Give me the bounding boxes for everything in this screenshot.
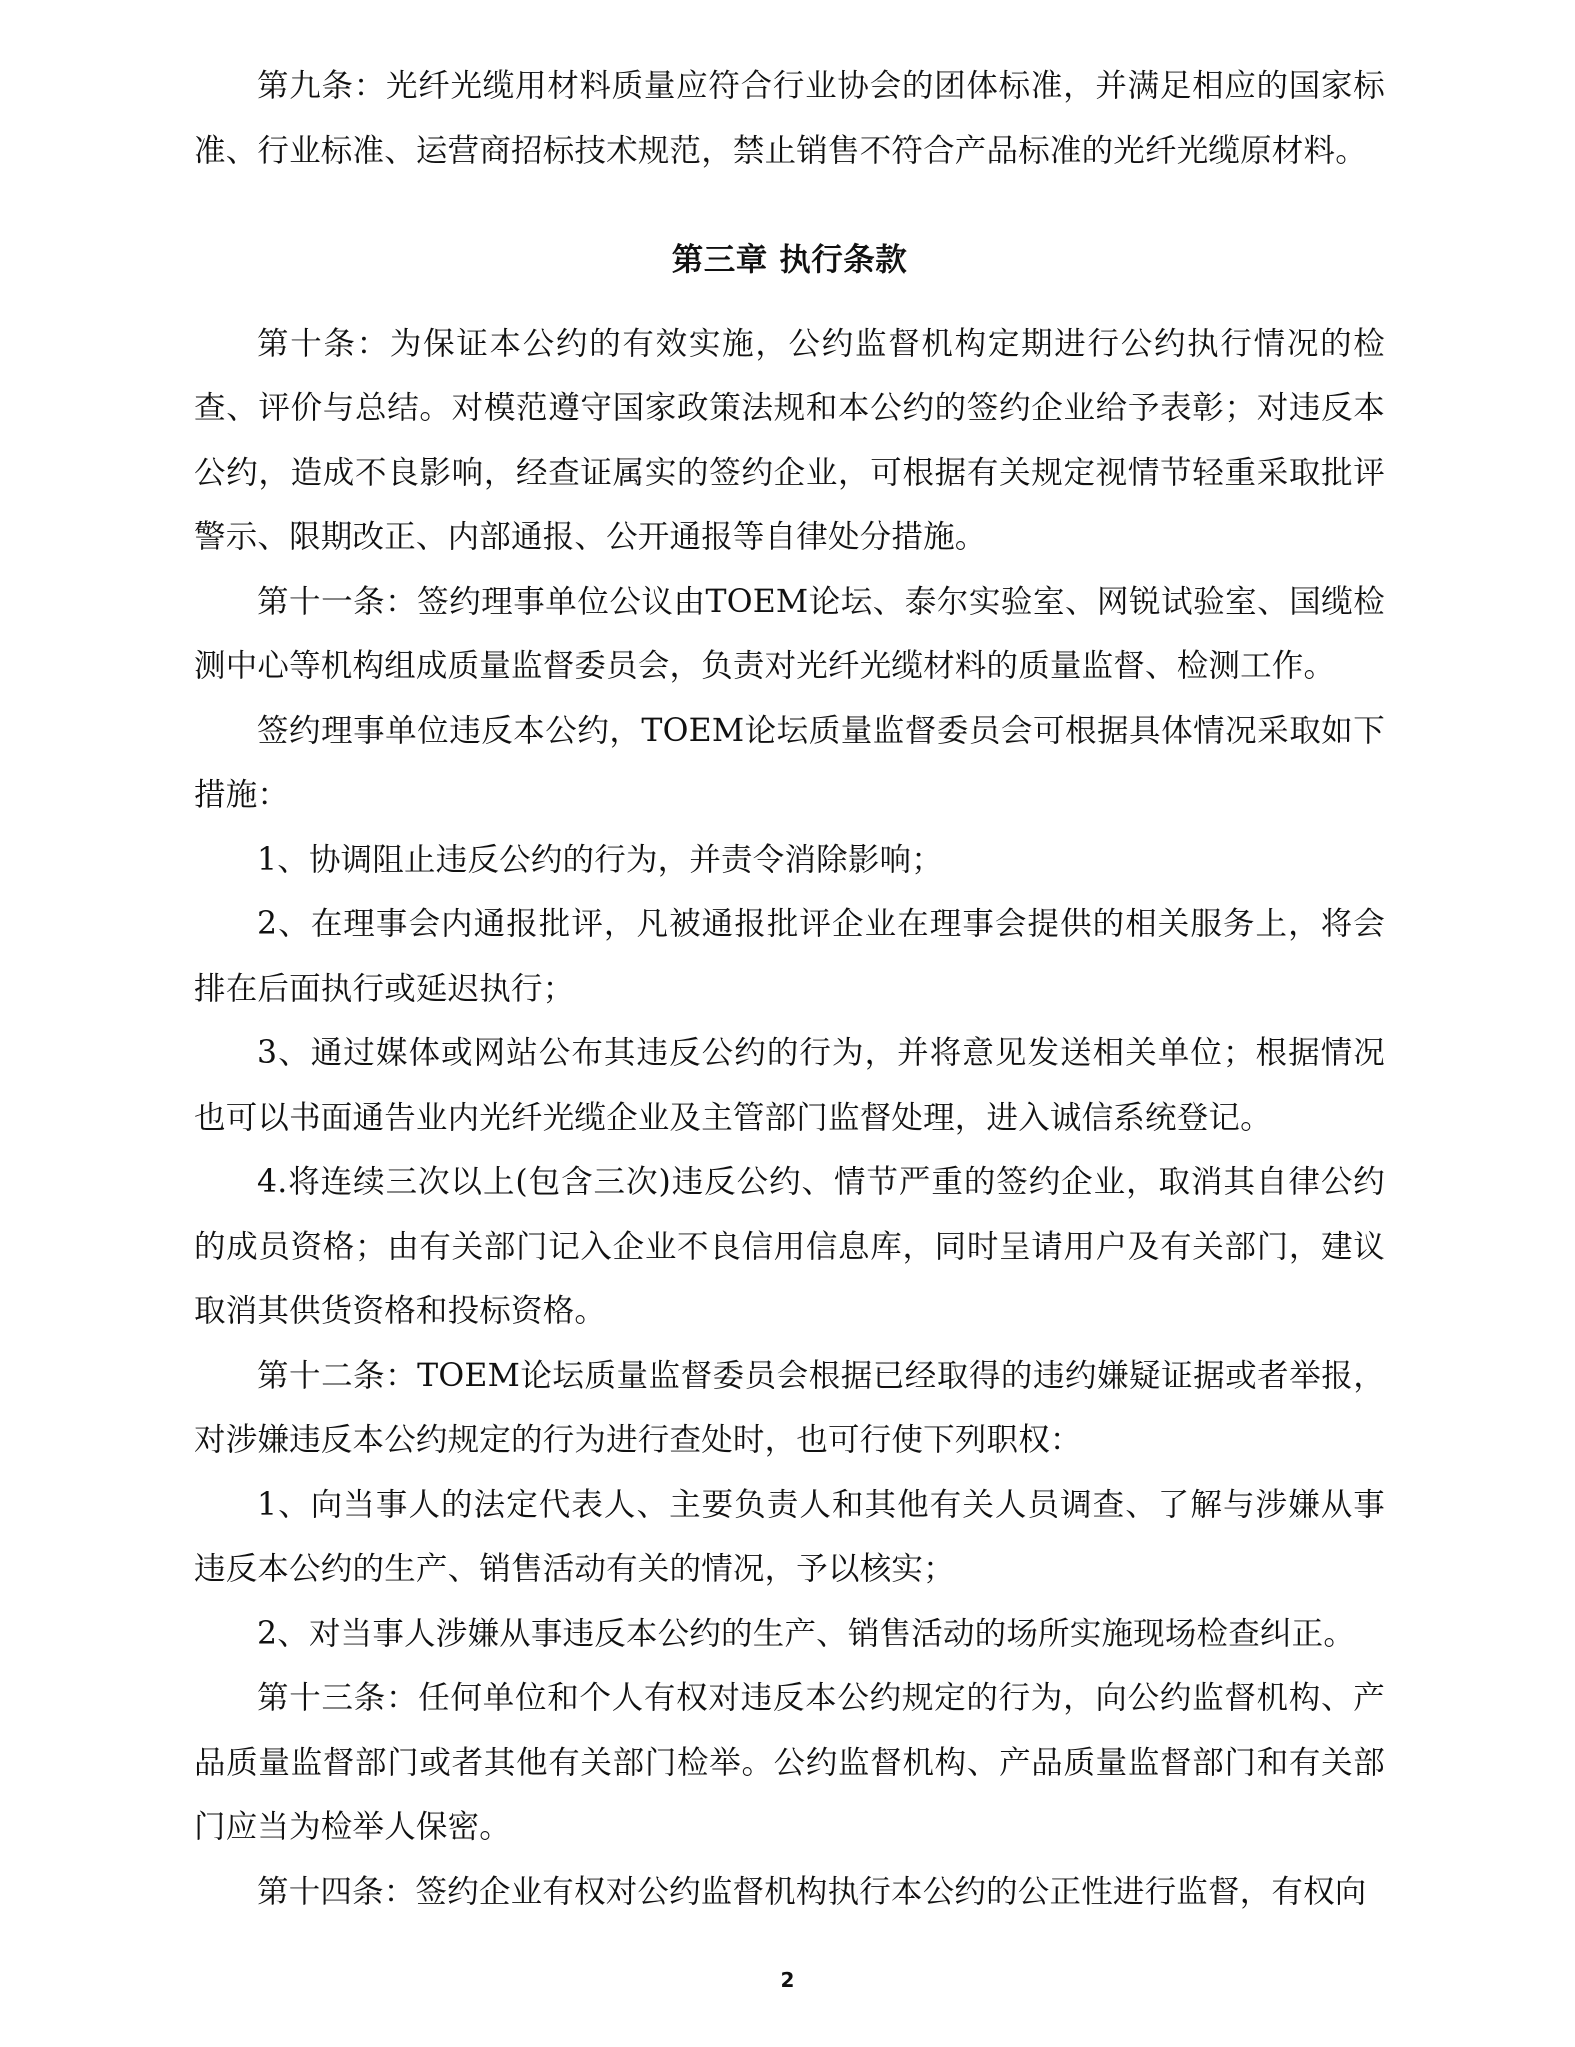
article-14-paragraph: 第十四条：签约企业有权对公约监督机构执行本公约的公正性进行监督，有权向 xyxy=(257,1873,1367,1910)
measure-1-paragraph: 1、协调阻止违反公约的行为，并责令消除影响； xyxy=(257,841,943,878)
article-12-paragraph: 第十二条：TOEM论坛质量监督委员会根据已经取得的违约嫌疑证据或者举报，对涉嫌违反本公约规定的行为进行查处时，也可行使下列职权： xyxy=(194,1357,1385,1458)
measure-2-paragraph: 2、在理事会内通报批评，凡被通报批评企业在理事会提供的相关服务上，将会排在后面执行或延迟执行； xyxy=(194,906,1385,1007)
article-10-paragraph: 第十条：为保证本公约的有效实施，公约监督机构定期进行公约执行情况的检查、评价与总结。对模范遵守国家政策法规和本公约的签约企业给予表彰；对违反本公约，造成不良影响，经查证属实的签约企业，可根据有关规定视情节轻重采取批评警示、限期改正、内部通报、公开通报等自律处分措施。 xyxy=(194,325,1385,555)
article-9-paragraph: 第九条：光纤光缆用材料质量应符合行业协会的团体标准，并满足相应的国家标准、行业标准、运营商招标技术规范，禁止销售不符合产品标准的光纤光缆原材料。 xyxy=(194,68,1385,169)
power-2-paragraph: 2、对当事人涉嫌从事违反本公约的生产、销售活动的场所实施现场检查纠正。 xyxy=(257,1615,1356,1652)
article-11-paragraph: 第十一条：签约理事单位公议由TOEM论坛、泰尔实验室、网锐试验室、国缆检测中心等机构组成质量监督委员会，负责对光纤光缆材料的质量监督、检测工作。 xyxy=(194,583,1385,684)
power-1-paragraph: 1、向当事人的法定代表人、主要负责人和其他有关人员调查、了解与涉嫌从事违反本公约的生产、销售活动有关的情况，予以核实； xyxy=(194,1486,1385,1587)
article-13-paragraph: 第十三条：任何单位和个人有权对违反本公约规定的行为，向公约监督机构、产品质量监督部门或者其他有关部门检举。公约监督机构、产品质量监督部门和有关部门应当为检举人保密。 xyxy=(194,1680,1385,1845)
page-number: 2 xyxy=(780,1968,795,1992)
measures-intro-paragraph: 签约理事单位违反本公约，TOEM论坛质量监督委员会可根据具体情况采取如下措施： xyxy=(194,712,1385,813)
chapter-title: 第三章 执行条款 xyxy=(671,242,908,278)
measure-4-paragraph: 4.将连续三次以上(包含三次)违反公约、情节严重的签约企业，取消其自律公约的成员资格；由有关部门记入企业不良信用信息库，同时呈请用户及有关部门，建议取消其供货资格和投标资格。 xyxy=(194,1164,1385,1329)
measure-3-paragraph: 3、通过媒体或网站公布其违反公约的行为，并将意见发送相关单位；根据情况也可以书面通告业内光纤光缆企业及主管部门监督处理，进入诚信系统登记。 xyxy=(194,1035,1385,1136)
